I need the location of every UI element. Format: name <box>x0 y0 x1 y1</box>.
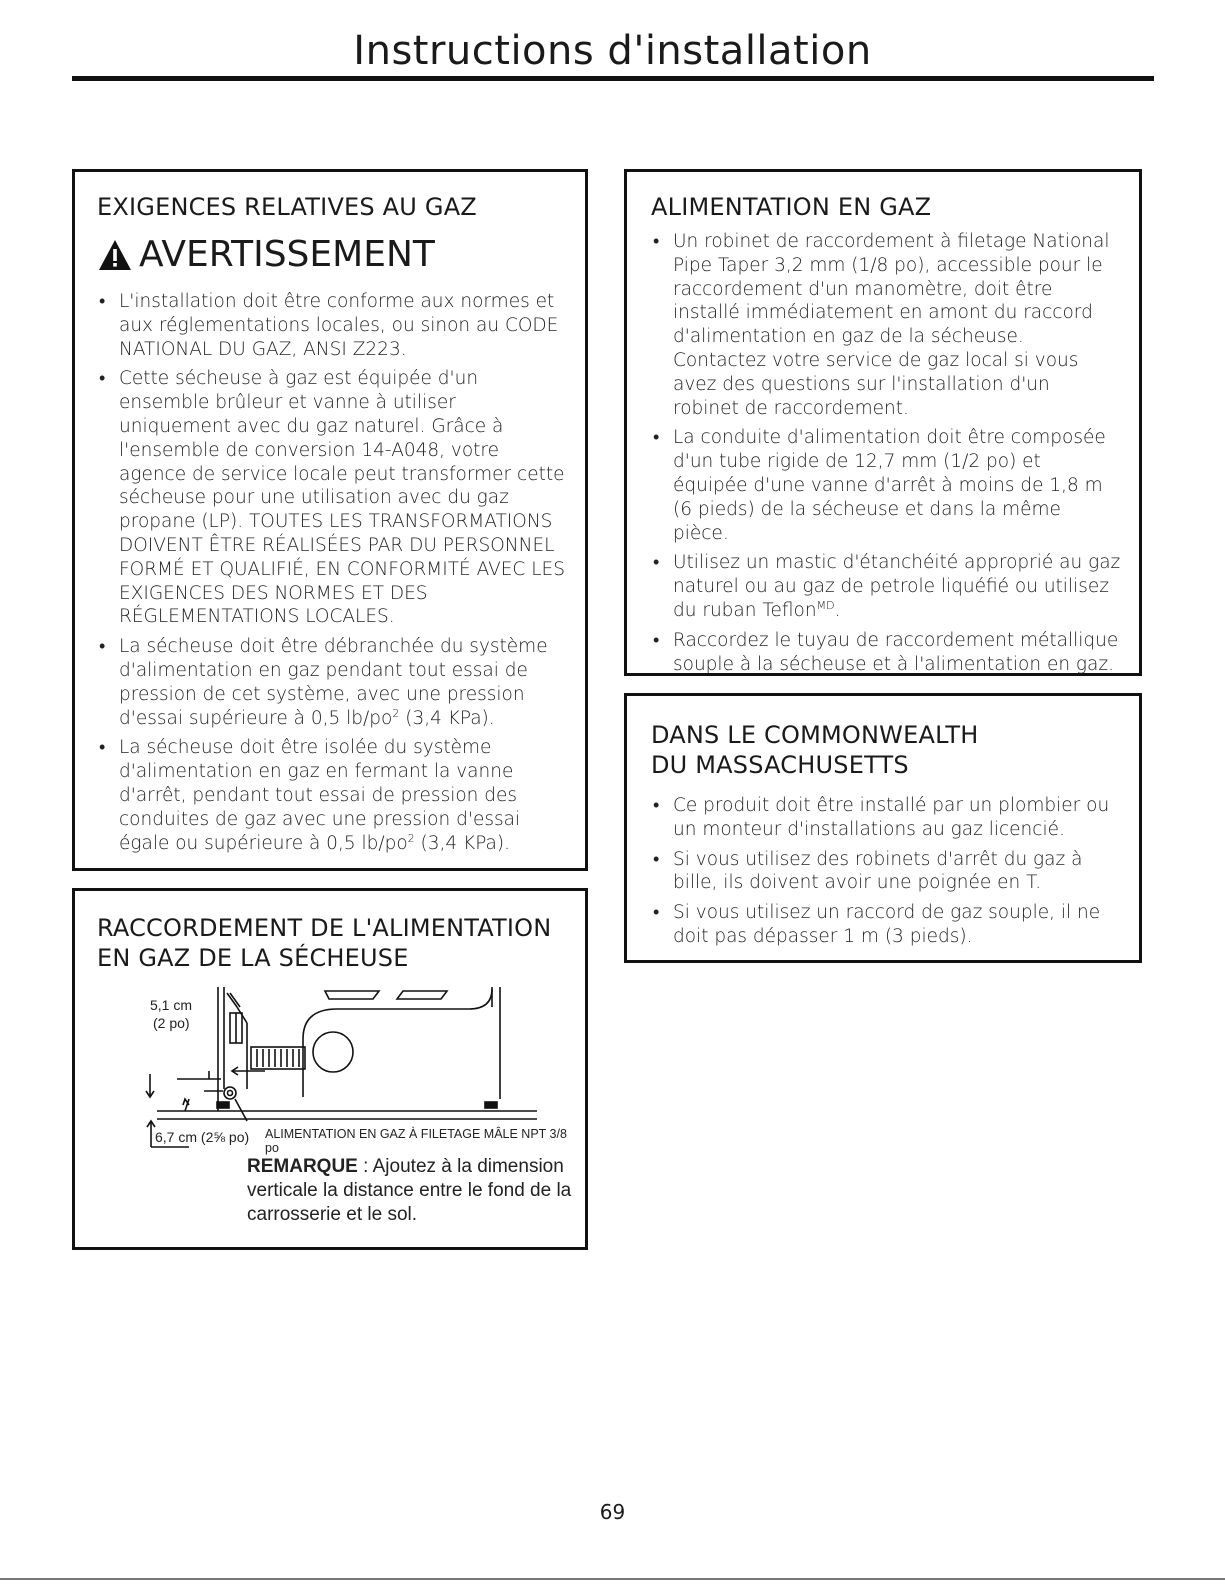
title-rule <box>72 76 1154 81</box>
list-item: • Si vous utilisez des robinets d'arrêt du gaz à bille, ils doivent avoir une poignée en T. <box>651 848 1121 896</box>
list-item-text: Utilisez un mastic d'étanchéité approprié au gaz naturel ou au gaz de petrole liquéfié ou utilisez du ruban Teflon <box>673 552 1121 621</box>
gas-connection-diagram <box>97 979 577 1244</box>
list-item: • Raccordez le tuyau de raccordement métallique souple à la sécheuse et à l'alimentation en gaz. <box>651 629 1121 677</box>
note-label: REMARQUE <box>247 1156 358 1177</box>
gas-requirements-list <box>97 290 567 855</box>
note-text: : Ajoutez à la dimension verticale la distance entre le fond de la carrosserie et le sol. <box>247 1156 572 1225</box>
superscript: MD <box>816 598 835 612</box>
massachusetts-heading-line1: DANS LE COMMONWEALTH <box>651 721 979 749</box>
warning-heading <box>97 234 567 276</box>
list-item: • L'installation doit être conforme aux normes et aux réglementations locales, ou sinon au CODE NATIONAL DU GAZ, ANSI Z223. <box>97 290 567 361</box>
list-item: • Un robinet de raccordement à filetage National Pipe Taper 3,2 mm (1/8 po), accessible pour le raccordement d'un manomètre, doit être installé immédiatement en amont du raccord d'alimentation en gaz de la sécheuse. Contactez votre service de gaz local si vous avez des questions sur l'installation d'un robinet de raccordement. <box>651 230 1121 420</box>
warning-triangle-icon <box>97 238 133 272</box>
massachusetts-box <box>624 693 1142 963</box>
gas-supply-heading: ALIMENTATION EN GAZ <box>651 193 932 221</box>
superscript: 2 <box>407 831 415 845</box>
list-item <box>97 635 567 730</box>
gas-requirements-heading: EXIGENCES RELATIVES AU GAZ <box>97 193 477 221</box>
list-item-tail: (3,4 KPa). <box>399 707 495 729</box>
list-item <box>651 551 1121 622</box>
list-item-text: La sécheuse doit être débranchée du système d'alimentation en gaz pendant tout essai de pression de cet système, avec une pression d'essai supérieure à 0,5 lb/po <box>119 636 548 729</box>
dimension-top-unit: (2 po) <box>153 1015 190 1031</box>
gas-inlet-label: ALIMENTATION EN GAZ À FILETAGE MÂLE NPT 3/8 po <box>265 1127 567 1155</box>
gas-supply-box <box>624 169 1142 676</box>
list-item <box>97 736 567 855</box>
list-item-tail: (3,4 KPa). <box>414 832 510 854</box>
list-item: • Ce produit doit être installé par un plombier ou un monteur d'installations au gaz licencié. <box>651 794 1121 842</box>
connection-heading-line2: EN GAZ DE LA SÉCHEUSE <box>97 944 409 972</box>
list-item: • Si vous utilisez un raccord de gaz souple, il ne doit pas dépasser 1 m (3 pieds). <box>651 901 1121 949</box>
bottom-rule <box>0 1578 1225 1580</box>
list-item-text: La sécheuse doit être isolée du système d'alimentation en gaz en fermant la vanne d'arrêt, pendant tout essai de pression des conduites de gaz avec une pression d'essai égale ou supérieure à 0,5 lb/po <box>119 737 521 854</box>
massachusetts-list <box>651 794 1121 949</box>
list-item-tail: . <box>834 599 841 621</box>
gas-supply-list <box>651 230 1121 676</box>
warning-label: AVERTISSEMENT <box>139 234 435 275</box>
gas-requirements-box <box>72 169 588 871</box>
page-title: Instructions d'installation <box>353 28 872 74</box>
page-number: 69 <box>599 1500 626 1524</box>
dimension-top-value: 5,1 cm <box>150 997 193 1013</box>
list-item: • La conduite d'alimentation doit être composée d'un tube rigide de 12,7 mm (1/2 po) et équipée d'une vanne d'arrêt à moins de 1,8 m (6 pieds) de la sécheuse et dans la même pièce. <box>651 426 1121 545</box>
dimension-bottom-label: 6,7 cm (2⅝ po) <box>155 1129 250 1145</box>
massachusetts-heading-line2: DU MASSACHUSETTS <box>651 751 909 779</box>
diagram-note <box>247 1155 577 1227</box>
superscript: 2 <box>392 706 400 720</box>
list-item: • Cette sécheuse à gaz est équipée d'un ensemble brûleur et vanne à utiliser uniquement avec du gaz naturel. Grâce à l'ensemble de conversion 14-A048, votre agence de service locale peut transformer cette sécheuse pour une utilisation avec du gaz propane (LP). TOUTES LES TRANSFORMATIONS DOIVENT ÊTRE RÉALISÉES PAR DU PERSONNEL FORMÉ ET QUALIFIÉ, EN CONFORMITÉ AVEC LES EXIGENCES DES NORMES ET DES RÉGLEMENTATIONS LOCALES. <box>97 367 567 629</box>
connection-heading-line1: RACCORDEMENT DE L'ALIMENTATION <box>97 914 552 942</box>
connection-box <box>72 888 588 1250</box>
